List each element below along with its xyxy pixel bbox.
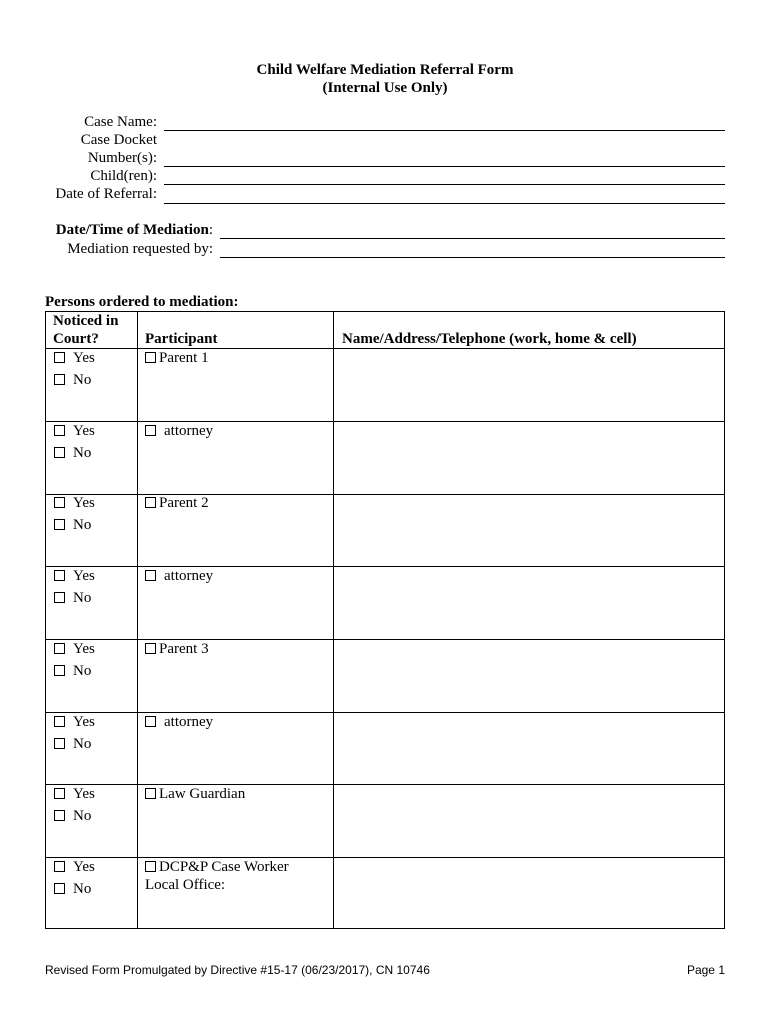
no-label: No <box>73 736 92 752</box>
yes-checkbox[interactable] <box>54 861 65 872</box>
participant-label: DCP&P Case Worker <box>159 859 289 875</box>
participant-option[interactable] <box>145 859 289 876</box>
noticed-yes-option[interactable] <box>54 859 95 876</box>
contact-info-cell[interactable] <box>337 639 723 707</box>
noticed-yes-option[interactable] <box>54 641 95 658</box>
participant-label: attorney <box>164 714 214 730</box>
no-checkbox[interactable] <box>54 810 65 821</box>
noticed-no-option[interactable] <box>54 663 91 680</box>
participant-option[interactable] <box>145 568 213 585</box>
table-row <box>45 348 725 421</box>
contact-info-cell[interactable] <box>337 784 723 852</box>
footer-page-number: Page 1 <box>686 963 725 977</box>
participant-checkbox[interactable] <box>145 861 156 872</box>
no-label: No <box>73 590 92 606</box>
col-participant-header: Participant <box>145 331 218 347</box>
date-time-label: Date/Time of Mediation: <box>55 222 213 238</box>
participant-checkbox[interactable] <box>145 425 156 436</box>
yes-label: Yes <box>73 714 95 730</box>
date-referral-field[interactable] <box>164 203 725 204</box>
requested-by-field[interactable] <box>220 257 725 258</box>
yes-label: Yes <box>73 859 95 875</box>
noticed-yes-option[interactable] <box>54 786 95 803</box>
no-label: No <box>73 372 92 388</box>
participant-checkbox[interactable] <box>145 352 156 363</box>
participant-option[interactable] <box>145 714 213 731</box>
participant-label: Law Guardian <box>159 786 246 802</box>
noticed-no-option[interactable] <box>54 736 91 753</box>
participant-option[interactable] <box>145 495 209 512</box>
noticed-no-option[interactable] <box>54 372 91 389</box>
case-name-label: Case Name: <box>84 114 157 130</box>
noticed-no-option[interactable] <box>54 590 91 607</box>
table-row <box>45 712 725 785</box>
participant-option[interactable] <box>145 350 209 367</box>
participant-option[interactable] <box>145 641 209 658</box>
contact-info-cell[interactable] <box>337 712 723 780</box>
table-row <box>45 421 725 494</box>
participant-label: attorney <box>164 568 214 584</box>
noticed-no-option[interactable] <box>54 808 91 825</box>
noticed-yes-option[interactable] <box>54 495 95 512</box>
participant-label: Parent 1 <box>159 350 209 366</box>
noticed-no-option[interactable] <box>54 445 91 462</box>
participant-label: attorney <box>164 423 214 439</box>
noticed-no-option[interactable] <box>54 517 91 534</box>
noticed-yes-option[interactable] <box>54 568 95 585</box>
yes-checkbox[interactable] <box>54 643 65 654</box>
yes-checkbox[interactable] <box>54 570 65 581</box>
yes-label: Yes <box>73 568 95 584</box>
date-referral-label: Date of Referral: <box>55 186 157 202</box>
requested-by-label: Mediation requested by: <box>67 241 213 257</box>
yes-label: Yes <box>73 495 95 511</box>
no-checkbox[interactable] <box>54 519 65 530</box>
children-field[interactable] <box>164 184 725 185</box>
participant-checkbox[interactable] <box>145 497 156 508</box>
form-subtitle: (Internal Use Only) <box>322 80 448 96</box>
persons-heading: Persons ordered to mediation: <box>45 294 239 310</box>
noticed-yes-option[interactable] <box>54 714 95 731</box>
col-noticed-header-1: Noticed in <box>53 313 119 329</box>
case-docket-field[interactable] <box>164 166 725 167</box>
col-noticed-header-2: Court? <box>53 331 99 347</box>
participant-label: Parent 3 <box>159 641 209 657</box>
contact-info-cell[interactable] <box>337 857 723 925</box>
participant-option[interactable] <box>145 423 213 440</box>
yes-label: Yes <box>73 350 95 366</box>
yes-label: Yes <box>73 423 95 439</box>
table-row <box>45 493 725 566</box>
noticed-yes-option[interactable] <box>54 423 95 440</box>
yes-checkbox[interactable] <box>54 788 65 799</box>
no-checkbox[interactable] <box>54 665 65 676</box>
footer-revision: Revised Form Promulgated by Directive #15-17 (06/23/2017), CN 10746 <box>45 963 430 977</box>
noticed-yes-option[interactable] <box>54 350 95 367</box>
yes-checkbox[interactable] <box>54 425 65 436</box>
no-label: No <box>73 663 92 679</box>
yes-checkbox[interactable] <box>54 716 65 727</box>
yes-checkbox[interactable] <box>54 497 65 508</box>
case-name-field[interactable] <box>164 130 725 131</box>
table-row <box>45 784 725 857</box>
no-label: No <box>73 881 92 897</box>
no-checkbox[interactable] <box>54 738 65 749</box>
participant-checkbox[interactable] <box>145 788 156 799</box>
yes-label: Yes <box>73 641 95 657</box>
case-docket-label-2: Number(s): <box>87 150 157 166</box>
no-checkbox[interactable] <box>54 883 65 894</box>
no-checkbox[interactable] <box>54 592 65 603</box>
contact-info-cell[interactable] <box>337 348 723 416</box>
yes-label: Yes <box>73 786 95 802</box>
table-row <box>45 639 725 712</box>
contact-info-cell[interactable] <box>337 421 723 489</box>
no-label: No <box>73 517 92 533</box>
noticed-no-option[interactable] <box>54 881 91 898</box>
no-checkbox[interactable] <box>54 374 65 385</box>
participant-checkbox[interactable] <box>145 570 156 581</box>
contact-info-cell[interactable] <box>337 566 723 634</box>
form-title: Child Welfare Mediation Referral Form <box>256 62 514 78</box>
table-row <box>45 857 725 930</box>
case-docket-label-1: Case Docket <box>80 132 157 148</box>
participant-checkbox[interactable] <box>145 643 156 654</box>
no-checkbox[interactable] <box>54 447 65 458</box>
date-time-field[interactable] <box>220 238 725 239</box>
no-label: No <box>73 445 92 461</box>
yes-checkbox[interactable] <box>54 352 65 363</box>
participant-extra-label: Local Office: <box>145 877 226 893</box>
participant-checkbox[interactable] <box>145 716 156 727</box>
no-label: No <box>73 808 92 824</box>
participant-option[interactable] <box>145 786 245 803</box>
contact-info-cell[interactable] <box>337 493 723 561</box>
table-row <box>45 566 725 639</box>
children-label: Child(ren): <box>90 168 157 184</box>
col-contact-header: Name/Address/Telephone (work, home & cell) <box>342 331 637 347</box>
participant-label: Parent 2 <box>159 495 209 511</box>
